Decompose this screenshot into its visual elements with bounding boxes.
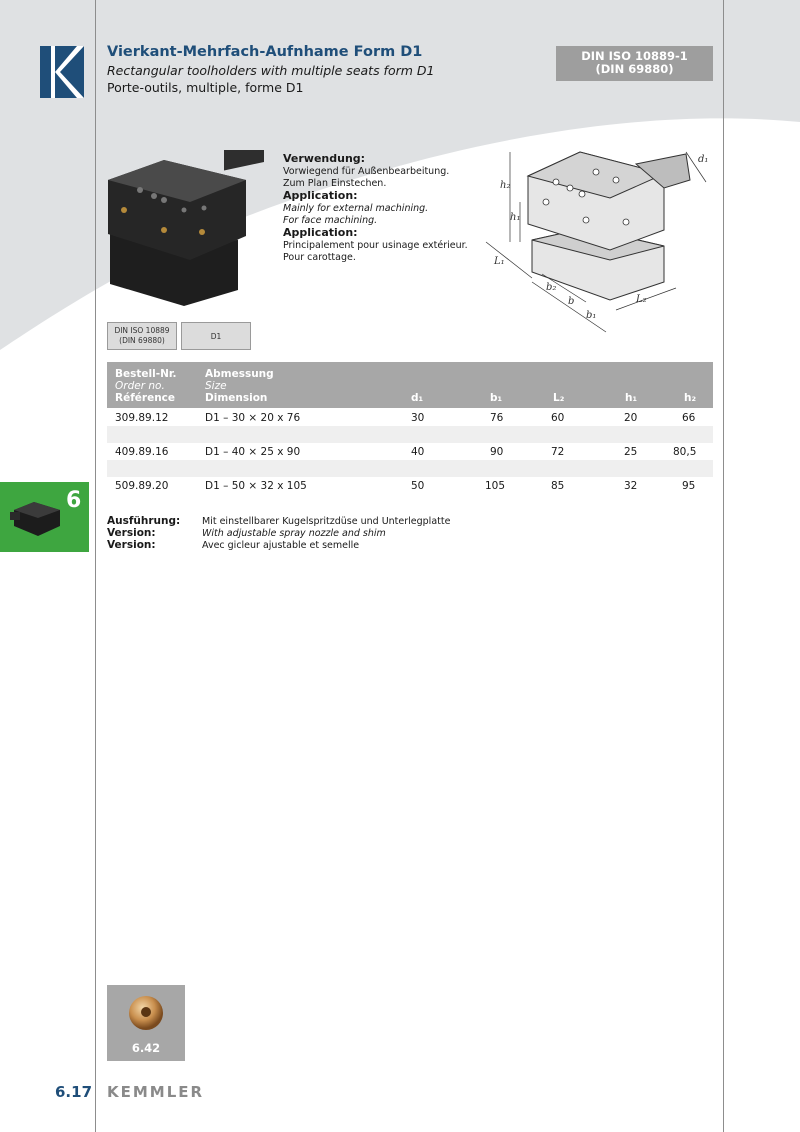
svg-text:L₁: L₁ xyxy=(494,256,505,267)
left-margin-line xyxy=(95,0,96,1132)
usage-heading-french: Application: xyxy=(283,226,358,239)
cell-l2: 60 xyxy=(551,412,565,424)
cell-order: 409.89.16 xyxy=(115,446,169,458)
page-title-english: Rectangular toolholders with multiple seats form D1 xyxy=(107,63,435,78)
usage-text-german-2: Zum Plan Einstechen. xyxy=(283,177,387,189)
header-dim-en: Size xyxy=(205,380,227,392)
header-col-l2: L₂ xyxy=(553,392,565,404)
dimension-drawing xyxy=(476,142,716,342)
note-label-fr: Version: xyxy=(107,539,156,551)
svg-text:h₂: h₂ xyxy=(500,180,511,191)
svg-text:b: b xyxy=(568,296,575,307)
usage-text-french-2: Pour carottage. xyxy=(283,251,356,263)
usage-text-german-1: Vorwiegend für Außenbearbeitung. xyxy=(283,166,450,177)
usage-text-english-1: Mainly for external machining. xyxy=(283,203,429,214)
cell-order: 309.89.12 xyxy=(115,412,169,424)
usage-heading-german: Verwendung: xyxy=(283,152,366,165)
svg-text:d₁: d₁ xyxy=(698,154,709,165)
din-standard-line2: (DIN 69880) xyxy=(595,62,674,76)
spray-nozzle-icon xyxy=(126,993,166,1033)
note-label-de: Ausführung: xyxy=(107,515,181,527)
svg-text:b₂: b₂ xyxy=(546,282,557,293)
note-value-en: With adjustable spray nozzle and shim xyxy=(202,528,386,539)
reference-page-number: 6.42 xyxy=(131,1041,161,1055)
header-col-b1: b₁ xyxy=(490,392,503,404)
cell-dimension: D1 – 30 × 20 x 76 xyxy=(205,412,301,424)
cell-d1: 40 xyxy=(411,446,425,458)
din-standard-badge xyxy=(556,46,713,81)
form-chip: D1 xyxy=(181,322,251,350)
brand-name: KEMMLER xyxy=(107,1083,205,1101)
note-label-en: Version: xyxy=(107,527,156,539)
usage-text-french-1: Principalement pour usinage extérieur. xyxy=(283,240,468,251)
header-order-fr: Référence xyxy=(115,392,176,404)
cell-h1: 32 xyxy=(624,480,638,492)
cell-l2: 72 xyxy=(551,446,565,458)
svg-text:b₁: b₁ xyxy=(586,310,597,321)
note-value-de: Mit einstellbarer Kugelspritzdüse und Unterlegplatte xyxy=(202,516,451,527)
header-dim-fr: Dimension xyxy=(205,392,268,404)
cell-h2: 95 xyxy=(682,480,696,492)
cell-dimension: D1 – 50 × 32 x 105 xyxy=(205,480,307,492)
din-standard-chip xyxy=(107,322,177,350)
page-title-german: Vierkant-Mehrfach-Aufnhame Form D1 xyxy=(107,44,423,60)
usage-description xyxy=(283,152,483,263)
section-number: 6 xyxy=(66,488,82,513)
cell-b1: 105 xyxy=(485,480,506,492)
row-separator xyxy=(107,426,713,443)
cell-order: 509.89.20 xyxy=(115,480,169,492)
header-col-h1: h₁ xyxy=(625,392,638,404)
spray-nozzle-reference[interactable] xyxy=(107,985,185,1061)
usage-heading-english: Application: xyxy=(283,189,358,202)
cell-h1: 25 xyxy=(624,446,638,458)
row-separator xyxy=(107,460,713,477)
svg-text:L₂: L₂ xyxy=(636,294,647,305)
din-chip-line2: (DIN 69880) xyxy=(119,336,165,345)
cell-h2: 80,5 xyxy=(673,446,697,458)
header-order-de: Bestell-Nr. xyxy=(115,368,177,380)
page-number: 6.17 xyxy=(55,1083,93,1101)
note-value-fr: Avec gicleur ajustable et semelle xyxy=(202,540,360,551)
header-order-en: Order no. xyxy=(115,380,165,392)
cell-b1: 76 xyxy=(490,412,504,424)
table-header xyxy=(107,362,713,408)
page-title-french: Porte-outils, multiple, forme D1 xyxy=(107,80,304,95)
toolholder-photo xyxy=(104,150,274,310)
table-row xyxy=(107,409,713,427)
cell-h1: 20 xyxy=(624,412,638,424)
kemmler-logo-icon xyxy=(40,46,84,98)
header-col-d1: d₁ xyxy=(411,392,424,404)
svg-text:h₁: h₁ xyxy=(510,212,521,223)
cell-b1: 90 xyxy=(490,446,504,458)
cell-l2: 85 xyxy=(551,480,565,492)
cell-dimension: D1 – 40 × 25 x 90 xyxy=(205,446,301,458)
din-standard-line1: DIN ISO 10889-1 xyxy=(581,49,688,63)
cell-d1: 50 xyxy=(411,480,425,492)
cell-h2: 66 xyxy=(682,412,696,424)
table-row xyxy=(107,443,713,461)
usage-text-english-2: For face machining. xyxy=(283,214,378,226)
cell-d1: 30 xyxy=(411,412,425,424)
header-dim-de: Abmessung xyxy=(205,368,274,380)
right-margin-line xyxy=(723,0,724,1132)
header-col-h2: h₂ xyxy=(684,392,697,404)
section-tab[interactable] xyxy=(0,482,89,552)
table-row xyxy=(107,477,713,495)
din-chip-line1: DIN ISO 10889 xyxy=(114,326,170,335)
toolholder-thumbnail-icon xyxy=(10,496,64,538)
